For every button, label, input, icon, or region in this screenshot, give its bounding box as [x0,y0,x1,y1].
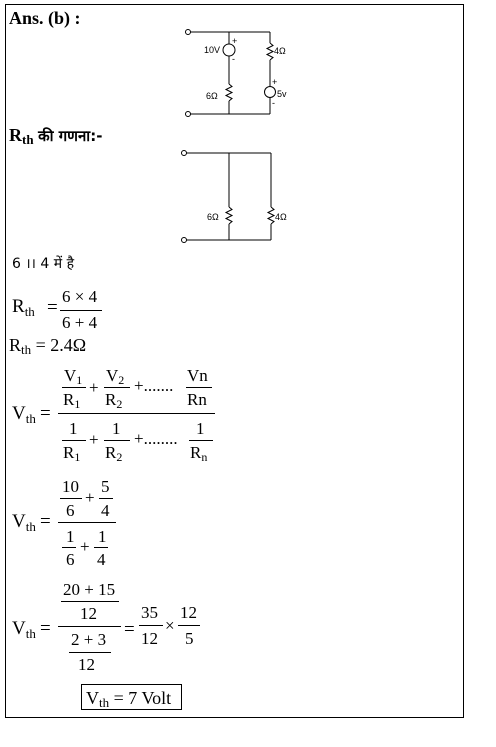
term-rn: Rn [187,390,207,409]
sub2-num-top: 20 + 15 [63,580,116,599]
source2-minus: - [272,98,275,108]
bar-f2 [178,625,200,626]
plus-1: + [89,378,99,397]
sub2-times: × [165,616,175,635]
sub1-num-a-top: 10 [62,477,79,496]
bar-5-4 [99,498,113,499]
den-one-1: 1 [69,419,78,438]
sub1-plus-top: + [85,488,95,507]
term-r2: R2 [105,390,123,411]
source1-plus: + [232,36,238,46]
bar-5-12 [69,652,111,653]
sub1-num-a-bottom: 6 [66,501,75,520]
r-top-label: 4Ω [274,46,286,56]
bar-10-6 [60,498,82,499]
rth-fraction-bar [60,310,102,311]
source2-label: 5v [277,89,287,99]
den-one-n: 1 [196,419,205,438]
vth-sub2-equals-2: = [124,619,135,640]
term-r1: R1 [63,390,81,411]
den-one-2: 1 [112,419,121,438]
sub1-den-b-bottom: 4 [97,550,106,569]
source2-plus: + [272,77,278,87]
den-rn: Rn [190,443,208,464]
sub2-f1-top: 35 [141,603,158,622]
parallel-note: 6 ।। 4 में है [12,256,75,272]
r-left-label: 6Ω [207,212,219,222]
source1-label: 10V [204,45,221,55]
rth-result: $R_{th} = 2.4\Omega$ [9,335,87,357]
sub2-f2-top: 12 [180,603,197,622]
sub1-plus-bottom: + [80,537,90,556]
bar-1r1 [62,440,86,441]
sub1-num-b-top: 5 [101,477,110,496]
terminal-bottom [186,112,191,117]
vth-general-label: $V_{th}$ [12,403,36,426]
rth-formula-equals: = [47,297,58,318]
bar-v2r2 [104,387,130,388]
plus-2: + [89,430,99,449]
bar-1-6 [62,547,76,548]
vth-sub1-main-bar [58,522,116,523]
rth-formula-numerator: 6 × 4 [62,287,98,306]
vth-sub2-equals: = [40,618,51,639]
bar-f1 [139,625,163,626]
sub2-f1-bottom: 12 [141,629,158,648]
rth-formula-label: $R_{th}$ [12,296,35,319]
rth-section-heading: $R_{th}$ की गणना:- [9,125,103,147]
bar-1r2 [104,440,130,441]
terminal-top [186,30,191,35]
vth-sub2-label: $V_{th}$ [12,618,36,641]
sub1-den-a-top: 1 [66,527,75,546]
vth-sub1-equals: = [40,511,51,532]
bar-v1r1 [62,387,86,388]
sub2-f2-bottom: 5 [185,629,194,648]
plus-dots-2: +........ [134,429,178,448]
rth-formula-denominator: 6 + 4 [62,313,98,332]
sub1-den-b-top: 1 [98,527,107,546]
vth-general-equals: = [40,403,51,424]
sub1-num-b-bottom: 4 [101,501,110,520]
vth-sub2-main-bar [58,626,121,627]
sub2-den-top: 2 + 3 [71,630,107,649]
term-vn: Vn [187,366,208,385]
r-bottom-label: 6Ω [206,91,218,101]
vth-sub1-label: $V_{th}$ [12,511,36,534]
answer-heading: Ans. (b) : [9,8,81,28]
den-r1: R1 [63,443,81,464]
den-r2: R2 [105,443,123,464]
bar-1-4 [94,547,108,548]
vth-general-main-bar [58,413,215,414]
r-right-label: 4Ω [275,212,287,222]
sub2-num-bottom: 12 [80,604,97,623]
plus-dots-1: +....... [134,376,174,395]
bar-1rn [189,440,213,441]
term-v2: V2 [106,366,125,387]
circuit-diagram-2 [176,147,296,247]
final-answer-box: $V_{th} = 7$ Volt [81,684,182,710]
circuit-diagram-1 [180,24,300,120]
source1-minus: - [232,54,235,64]
bar-35-12 [61,601,119,602]
term-v1: V1 [64,366,83,387]
sub1-den-a-bottom: 6 [66,550,75,569]
sub2-den-bottom: 12 [78,655,95,674]
bar-vnrn [186,387,212,388]
